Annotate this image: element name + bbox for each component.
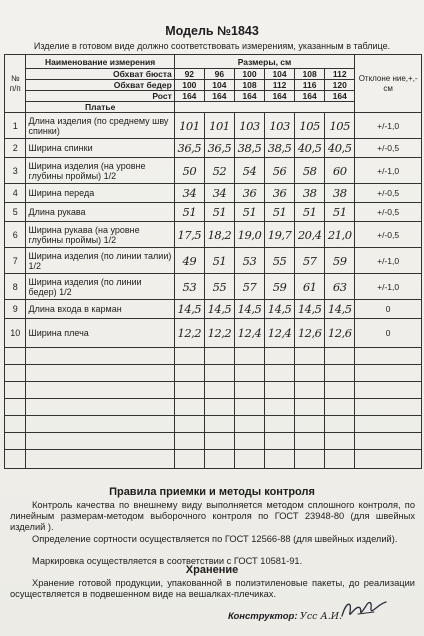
measurement-value: 38,5 bbox=[265, 139, 295, 158]
measurement-value: 63 bbox=[325, 274, 355, 300]
measurement-name: Длина рукава bbox=[26, 203, 174, 222]
size-param-value: 164 bbox=[325, 91, 355, 102]
row-number: 6 bbox=[5, 222, 26, 248]
measurement-value: 38 bbox=[325, 184, 355, 203]
empty-cell bbox=[5, 450, 26, 469]
item-label: Платье bbox=[26, 102, 174, 113]
measurement-value: 12,2 bbox=[204, 319, 234, 348]
empty-cell bbox=[355, 399, 422, 416]
empty-row bbox=[5, 382, 422, 399]
empty-cell bbox=[265, 433, 295, 450]
size-param-label: Рост bbox=[26, 91, 174, 102]
measurement-value: 12,4 bbox=[234, 319, 264, 348]
empty-row bbox=[5, 450, 422, 469]
empty-row bbox=[5, 416, 422, 433]
measurement-value: 21,0 bbox=[325, 222, 355, 248]
empty-cell bbox=[265, 382, 295, 399]
storage-paragraph: Хранение готовой продукции, упакованной в полиэтиленовые пакеты, до реализации осуществляется в подвешенном виде на вешалках-плечиках. bbox=[10, 578, 415, 599]
measurement-value: 36 bbox=[234, 184, 264, 203]
empty-cell bbox=[355, 348, 422, 365]
measurement-row bbox=[5, 319, 422, 348]
row-number: 7 bbox=[5, 248, 26, 274]
measurement-value: 103 bbox=[234, 113, 264, 139]
measurement-value: 49 bbox=[174, 248, 204, 274]
measurement-value: 12,6 bbox=[325, 319, 355, 348]
empty-cell bbox=[295, 399, 325, 416]
empty-cell bbox=[204, 450, 234, 469]
size-param-value: 108 bbox=[234, 80, 264, 91]
measurement-value: 51 bbox=[295, 203, 325, 222]
empty-cell bbox=[174, 433, 204, 450]
tolerance-value: +/-1,0 bbox=[355, 274, 422, 300]
empty-cell bbox=[174, 365, 204, 382]
measurement-value: 17,5 bbox=[174, 222, 204, 248]
document-subtitle: Изделие в готовом виде должно соответствовать измерениям, указанным в таблице. bbox=[33, 41, 391, 51]
empty-cell bbox=[26, 450, 174, 469]
tolerance-value: +/-1,0 bbox=[355, 248, 422, 274]
size-param-value: 100 bbox=[234, 69, 264, 80]
tolerance-value: +/-0,5 bbox=[355, 222, 422, 248]
empty-cell bbox=[234, 450, 264, 469]
size-param-value: 120 bbox=[325, 80, 355, 91]
empty-cell bbox=[5, 382, 26, 399]
empty-cell bbox=[355, 365, 422, 382]
empty-cell bbox=[295, 450, 325, 469]
measurement-row bbox=[5, 158, 422, 184]
measurement-value: 12,2 bbox=[174, 319, 204, 348]
measurement-row bbox=[5, 203, 422, 222]
empty-row bbox=[5, 365, 422, 382]
empty-cell bbox=[204, 416, 234, 433]
empty-row bbox=[5, 433, 422, 450]
size-param-value: 116 bbox=[295, 80, 325, 91]
size-param-value: 100 bbox=[174, 80, 204, 91]
empty-cell bbox=[265, 348, 295, 365]
empty-cell bbox=[5, 399, 26, 416]
measurement-value: 55 bbox=[265, 248, 295, 274]
tolerance-value: +/-0,5 bbox=[355, 139, 422, 158]
empty-cell bbox=[26, 365, 174, 382]
empty-cell bbox=[355, 450, 422, 469]
measurement-value: 101 bbox=[204, 113, 234, 139]
measurement-row bbox=[5, 113, 422, 139]
empty-cell bbox=[295, 348, 325, 365]
rules-paragraph-1: Контроль качества по внешнему виду выполняется методом сплошного контроля, по линейным размерам-методом выборочного контроля по ГОСТ 23948-80 (для швейных изделий ). bbox=[10, 500, 415, 532]
empty-cell bbox=[265, 416, 295, 433]
empty-cell bbox=[325, 382, 355, 399]
measurement-value: 14,5 bbox=[234, 300, 264, 319]
measurement-value: 57 bbox=[295, 248, 325, 274]
measurement-name: Длина входа в карман bbox=[26, 300, 174, 319]
signature-name: Усс А.И. bbox=[300, 611, 343, 622]
empty-cell bbox=[234, 399, 264, 416]
measurement-name: Длина изделия (по среднему шву спинки) bbox=[26, 113, 174, 139]
size-param-value: 104 bbox=[265, 69, 295, 80]
measurement-value: 54 bbox=[234, 158, 264, 184]
empty-cell bbox=[295, 365, 325, 382]
measurement-row bbox=[5, 139, 422, 158]
empty-cell bbox=[5, 365, 26, 382]
measurement-value: 40,5 bbox=[295, 139, 325, 158]
measurement-name: Ширина изделия (по линии талии) 1/2 bbox=[26, 248, 174, 274]
size-param-value: 164 bbox=[234, 91, 264, 102]
signature-label: Конструктор: bbox=[228, 611, 298, 622]
empty-cell bbox=[325, 433, 355, 450]
sizes-header: Размеры, см bbox=[174, 55, 354, 69]
size-param-value: 164 bbox=[265, 91, 295, 102]
row-number: 2 bbox=[5, 139, 26, 158]
empty-cell bbox=[325, 365, 355, 382]
storage-title: Хранение bbox=[185, 564, 239, 576]
measurement-value: 59 bbox=[325, 248, 355, 274]
measurement-value: 56 bbox=[265, 158, 295, 184]
empty-cell bbox=[5, 348, 26, 365]
measurement-value: 38,5 bbox=[234, 139, 264, 158]
row-number: 3 bbox=[5, 158, 26, 184]
measurement-value: 40,5 bbox=[325, 139, 355, 158]
measurement-value: 14,5 bbox=[325, 300, 355, 319]
size-param-label: Обхват бедер bbox=[26, 80, 174, 91]
size-param-value: 112 bbox=[265, 80, 295, 91]
size-param-value: 164 bbox=[174, 91, 204, 102]
measurement-value: 34 bbox=[204, 184, 234, 203]
measurement-value: 36,5 bbox=[204, 139, 234, 158]
empty-cell bbox=[204, 348, 234, 365]
measurement-value: 14,5 bbox=[265, 300, 295, 319]
measurement-value: 14,5 bbox=[204, 300, 234, 319]
empty-cell bbox=[5, 433, 26, 450]
handwritten-signature bbox=[338, 594, 390, 626]
empty-cell bbox=[265, 450, 295, 469]
empty-cell bbox=[325, 450, 355, 469]
row-number: 1 bbox=[5, 113, 26, 139]
measurement-value: 12,6 bbox=[295, 319, 325, 348]
empty-cell bbox=[26, 416, 174, 433]
measurement-row bbox=[5, 184, 422, 203]
document-title: Модель №1843 bbox=[165, 24, 259, 38]
measurement-value: 38 bbox=[295, 184, 325, 203]
row-number: 8 bbox=[5, 274, 26, 300]
measurement-value: 51 bbox=[204, 248, 234, 274]
empty-cell bbox=[234, 433, 264, 450]
empty-cell bbox=[295, 433, 325, 450]
measurement-value: 105 bbox=[295, 113, 325, 139]
empty-cell bbox=[174, 416, 204, 433]
empty-row bbox=[5, 348, 422, 365]
empty-cell bbox=[325, 399, 355, 416]
measurement-name: Ширина переда bbox=[26, 184, 174, 203]
measurement-row bbox=[5, 222, 422, 248]
measurement-name: Ширина плеча bbox=[26, 319, 174, 348]
empty-cell bbox=[174, 450, 204, 469]
row-number: 9 bbox=[5, 300, 26, 319]
empty-cell bbox=[26, 399, 174, 416]
measurement-value: 51 bbox=[204, 203, 234, 222]
measurement-value: 51 bbox=[234, 203, 264, 222]
tolerance-value: +/-0,5 bbox=[355, 184, 422, 203]
size-param-value: 108 bbox=[295, 69, 325, 80]
row-number: 5 bbox=[5, 203, 26, 222]
empty-cell bbox=[265, 365, 295, 382]
measurement-value: 34 bbox=[174, 184, 204, 203]
empty-cell bbox=[234, 348, 264, 365]
empty-cell bbox=[234, 382, 264, 399]
size-param-value: 164 bbox=[295, 91, 325, 102]
measurement-row bbox=[5, 300, 422, 319]
empty-cell bbox=[26, 348, 174, 365]
measurement-value: 51 bbox=[265, 203, 295, 222]
rules-paragraph-2: Определение сортности осуществляется по ГОСТ 12566-88 (для швейных изделий). bbox=[32, 534, 398, 544]
empty-cell bbox=[5, 416, 26, 433]
tolerance-value: 0 bbox=[355, 300, 422, 319]
measurement-value: 14,5 bbox=[295, 300, 325, 319]
empty-cell bbox=[355, 416, 422, 433]
blank-cell bbox=[174, 102, 354, 113]
measurement-value: 36 bbox=[265, 184, 295, 203]
measurement-value: 57 bbox=[234, 274, 264, 300]
empty-cell bbox=[26, 382, 174, 399]
measurement-name: Ширина изделия (на уровне глубины проймы) 1/2 bbox=[26, 158, 174, 184]
empty-cell bbox=[26, 433, 174, 450]
empty-cell bbox=[204, 382, 234, 399]
name-header: Наименование измерения bbox=[26, 55, 174, 69]
measurement-value: 59 bbox=[265, 274, 295, 300]
empty-cell bbox=[355, 433, 422, 450]
measurement-value: 14,5 bbox=[174, 300, 204, 319]
num-header: № п/п bbox=[5, 55, 26, 113]
measurement-value: 18,2 bbox=[204, 222, 234, 248]
empty-cell bbox=[265, 399, 295, 416]
measurement-name: Ширина рукава (на уровне глубины проймы) 1/2 bbox=[26, 222, 174, 248]
measurement-value: 55 bbox=[204, 274, 234, 300]
empty-cell bbox=[174, 382, 204, 399]
tolerance-value: 0 bbox=[355, 319, 422, 348]
size-param-value: 96 bbox=[204, 69, 234, 80]
empty-cell bbox=[204, 365, 234, 382]
size-param-value: 104 bbox=[204, 80, 234, 91]
measurement-value: 58 bbox=[295, 158, 325, 184]
measurement-value: 51 bbox=[325, 203, 355, 222]
measurements-table bbox=[4, 54, 422, 469]
measurement-value: 60 bbox=[325, 158, 355, 184]
empty-row bbox=[5, 399, 422, 416]
tolerance-header: Отклоне ние,+,- см bbox=[355, 55, 422, 113]
measurement-value: 103 bbox=[265, 113, 295, 139]
measurement-value: 50 bbox=[174, 158, 204, 184]
tolerance-value: +/-0,5 bbox=[355, 203, 422, 222]
rules-title: Правила приемки и методы контроля bbox=[109, 486, 315, 498]
row-number: 4 bbox=[5, 184, 26, 203]
empty-cell bbox=[325, 348, 355, 365]
size-param-value: 112 bbox=[325, 69, 355, 80]
measurement-name: Ширина изделия (по линии бедер) 1/2 bbox=[26, 274, 174, 300]
empty-cell bbox=[174, 399, 204, 416]
measurement-value: 53 bbox=[174, 274, 204, 300]
empty-cell bbox=[295, 382, 325, 399]
measurement-value: 53 bbox=[234, 248, 264, 274]
tolerance-value: +/-1,0 bbox=[355, 158, 422, 184]
measurement-value: 12,4 bbox=[265, 319, 295, 348]
measurement-row bbox=[5, 274, 422, 300]
measurement-value: 19,0 bbox=[234, 222, 264, 248]
measurement-value: 61 bbox=[295, 274, 325, 300]
rules-paragraph-3: Маркировка осуществляется в соответствии с ГОСТ 10581-91. bbox=[32, 556, 303, 566]
measurement-value: 51 bbox=[174, 203, 204, 222]
tolerance-value: +/-1,0 bbox=[355, 113, 422, 139]
size-param-value: 164 bbox=[204, 91, 234, 102]
measurement-value: 36,5 bbox=[174, 139, 204, 158]
empty-cell bbox=[325, 416, 355, 433]
empty-cell bbox=[234, 416, 264, 433]
measurement-value: 52 bbox=[204, 158, 234, 184]
size-param-value: 92 bbox=[174, 69, 204, 80]
empty-cell bbox=[204, 433, 234, 450]
empty-cell bbox=[234, 365, 264, 382]
empty-cell bbox=[355, 382, 422, 399]
measurement-value: 105 bbox=[325, 113, 355, 139]
measurement-value: 19,7 bbox=[265, 222, 295, 248]
empty-cell bbox=[295, 416, 325, 433]
measurement-row bbox=[5, 248, 422, 274]
size-param-label: Обхват бюста bbox=[26, 69, 174, 80]
measurement-value: 101 bbox=[174, 113, 204, 139]
empty-cell bbox=[204, 399, 234, 416]
measurement-name: Ширина спинки bbox=[26, 139, 174, 158]
empty-cell bbox=[174, 348, 204, 365]
measurement-value: 20,4 bbox=[295, 222, 325, 248]
row-number: 10 bbox=[5, 319, 26, 348]
